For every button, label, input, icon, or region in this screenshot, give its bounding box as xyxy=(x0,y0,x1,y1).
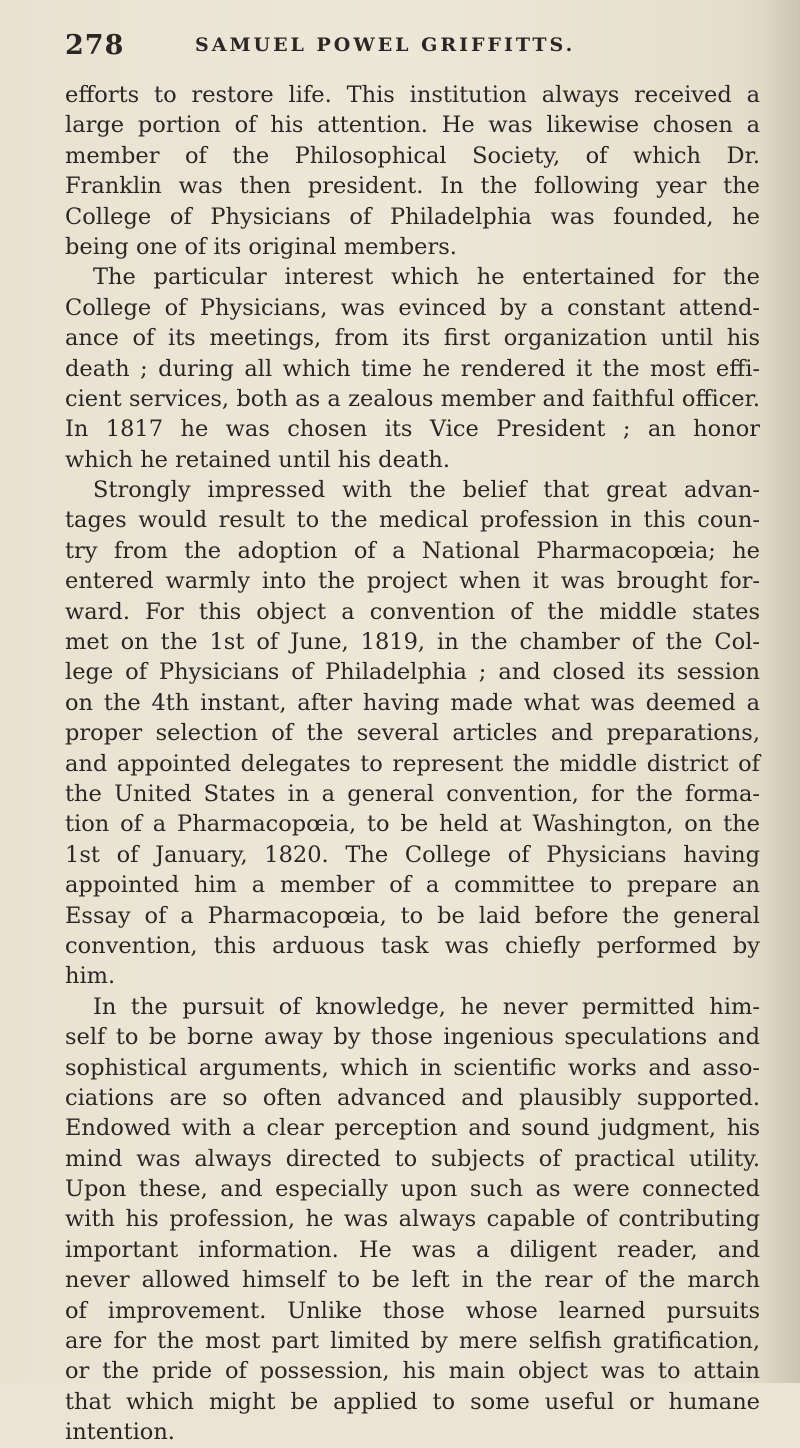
text-line: ciations are so often advanced and plausibly supported. xyxy=(65,1084,760,1111)
paragraph xyxy=(65,992,760,1448)
text-line: 1st of January, 1820. The College of Physicians having xyxy=(65,841,760,868)
text-line: try from the adoption of a National Pharmacopœia; he xyxy=(65,537,760,564)
running-head: SAMUEL POWEL GRIFFITTS. xyxy=(195,34,576,56)
text-line: large portion of his attention. He was likewise chosen a xyxy=(65,112,760,139)
text-line: appointed him a member of a committee to prepare an xyxy=(65,872,760,899)
text-line: College of Physicians, was evinced by a constant attend- xyxy=(65,294,760,321)
text-line: In 1817 he was chosen its Vice President ; an honor xyxy=(65,416,760,443)
text-line: lege of Physicians of Philadelphia ; and closed its session xyxy=(65,659,760,686)
page-header xyxy=(65,30,765,70)
text-line: Franklin was then president. In the following year the xyxy=(65,173,760,200)
text-line: Endowed with a clear perception and sound judgment, his xyxy=(65,1115,760,1142)
text-line: with his profession, he was always capable of contributing xyxy=(65,1206,760,1233)
paragraph xyxy=(65,475,760,992)
paragraph xyxy=(65,262,760,475)
text-line: the United States in a general convention, for the forma- xyxy=(65,780,760,807)
text-line: tages would result to the medical profession in this coun- xyxy=(65,507,760,534)
text-line: death ; during all which time he rendered it the most effi- xyxy=(65,355,760,382)
text-line: Essay of a Pharmacopœia, to be laid before the general xyxy=(65,902,760,929)
text-line: ward. For this object a convention of the middle states xyxy=(65,598,760,625)
page-edge-shadow xyxy=(760,0,800,1383)
text-line: never allowed himself to be left in the rear of the march xyxy=(65,1267,760,1294)
text-line: him. xyxy=(65,963,116,990)
page-number: 278 xyxy=(65,30,125,61)
text-line: proper selection of the several articles and preparations, xyxy=(65,720,760,747)
body-text xyxy=(65,80,760,1448)
text-line: met on the 1st of June, 1819, in the chamber of the Col- xyxy=(65,629,760,656)
text-line: entered warmly into the project when it was brought for- xyxy=(65,568,760,595)
text-line: sophistical arguments, which in scientific works and asso- xyxy=(65,1054,760,1081)
text-line: ance of its meetings, from its first organization until his xyxy=(65,325,760,352)
text-line: and appointed delegates to represent the middle district of xyxy=(65,750,760,777)
text-line: which he retained until his death. xyxy=(65,446,451,473)
text-line: important information. He was a diligent reader, and xyxy=(65,1236,760,1263)
text-line: efforts to restore life. This institution always received a xyxy=(65,82,760,108)
text-line: In the pursuit of knowledge, he never permitted him- xyxy=(93,993,760,1020)
text-line: or the pride of possession, his main object was to attain xyxy=(65,1358,760,1385)
text-line: convention, this arduous task was chiefly performed by xyxy=(65,932,760,959)
paragraph xyxy=(65,80,760,262)
text-line: The particular interest which he entertained for the xyxy=(93,264,760,291)
text-line: on the 4th instant, after having made what was deemed a xyxy=(65,689,760,716)
text-line: tion of a Pharmacopœia, to be held at Washington, on the xyxy=(65,811,760,838)
text-line: of improvement. Unlike those whose learned pursuits xyxy=(65,1297,760,1324)
text-line: self to be borne away by those ingenious speculations and xyxy=(65,1024,760,1051)
text-line: intention. xyxy=(65,1419,175,1446)
text-line: that which might be applied to some useful or humane xyxy=(65,1388,760,1415)
text-line: Upon these, and especially upon such as were connected xyxy=(65,1176,760,1203)
text-line: mind was always directed to subjects of practical utility. xyxy=(65,1145,760,1172)
text-line: Strongly impressed with the belief that great advan- xyxy=(93,477,760,504)
text-line: being one of its original members. xyxy=(65,233,457,260)
text-line: are for the most part limited by mere selfish gratification, xyxy=(65,1328,760,1355)
text-line: member of the Philosophical Society, of which Dr. xyxy=(65,142,760,169)
text-line: College of Physicians of Philadelphia was founded, he xyxy=(65,203,760,230)
text-line: cient services, both as a zealous member and faithful officer. xyxy=(65,385,760,412)
